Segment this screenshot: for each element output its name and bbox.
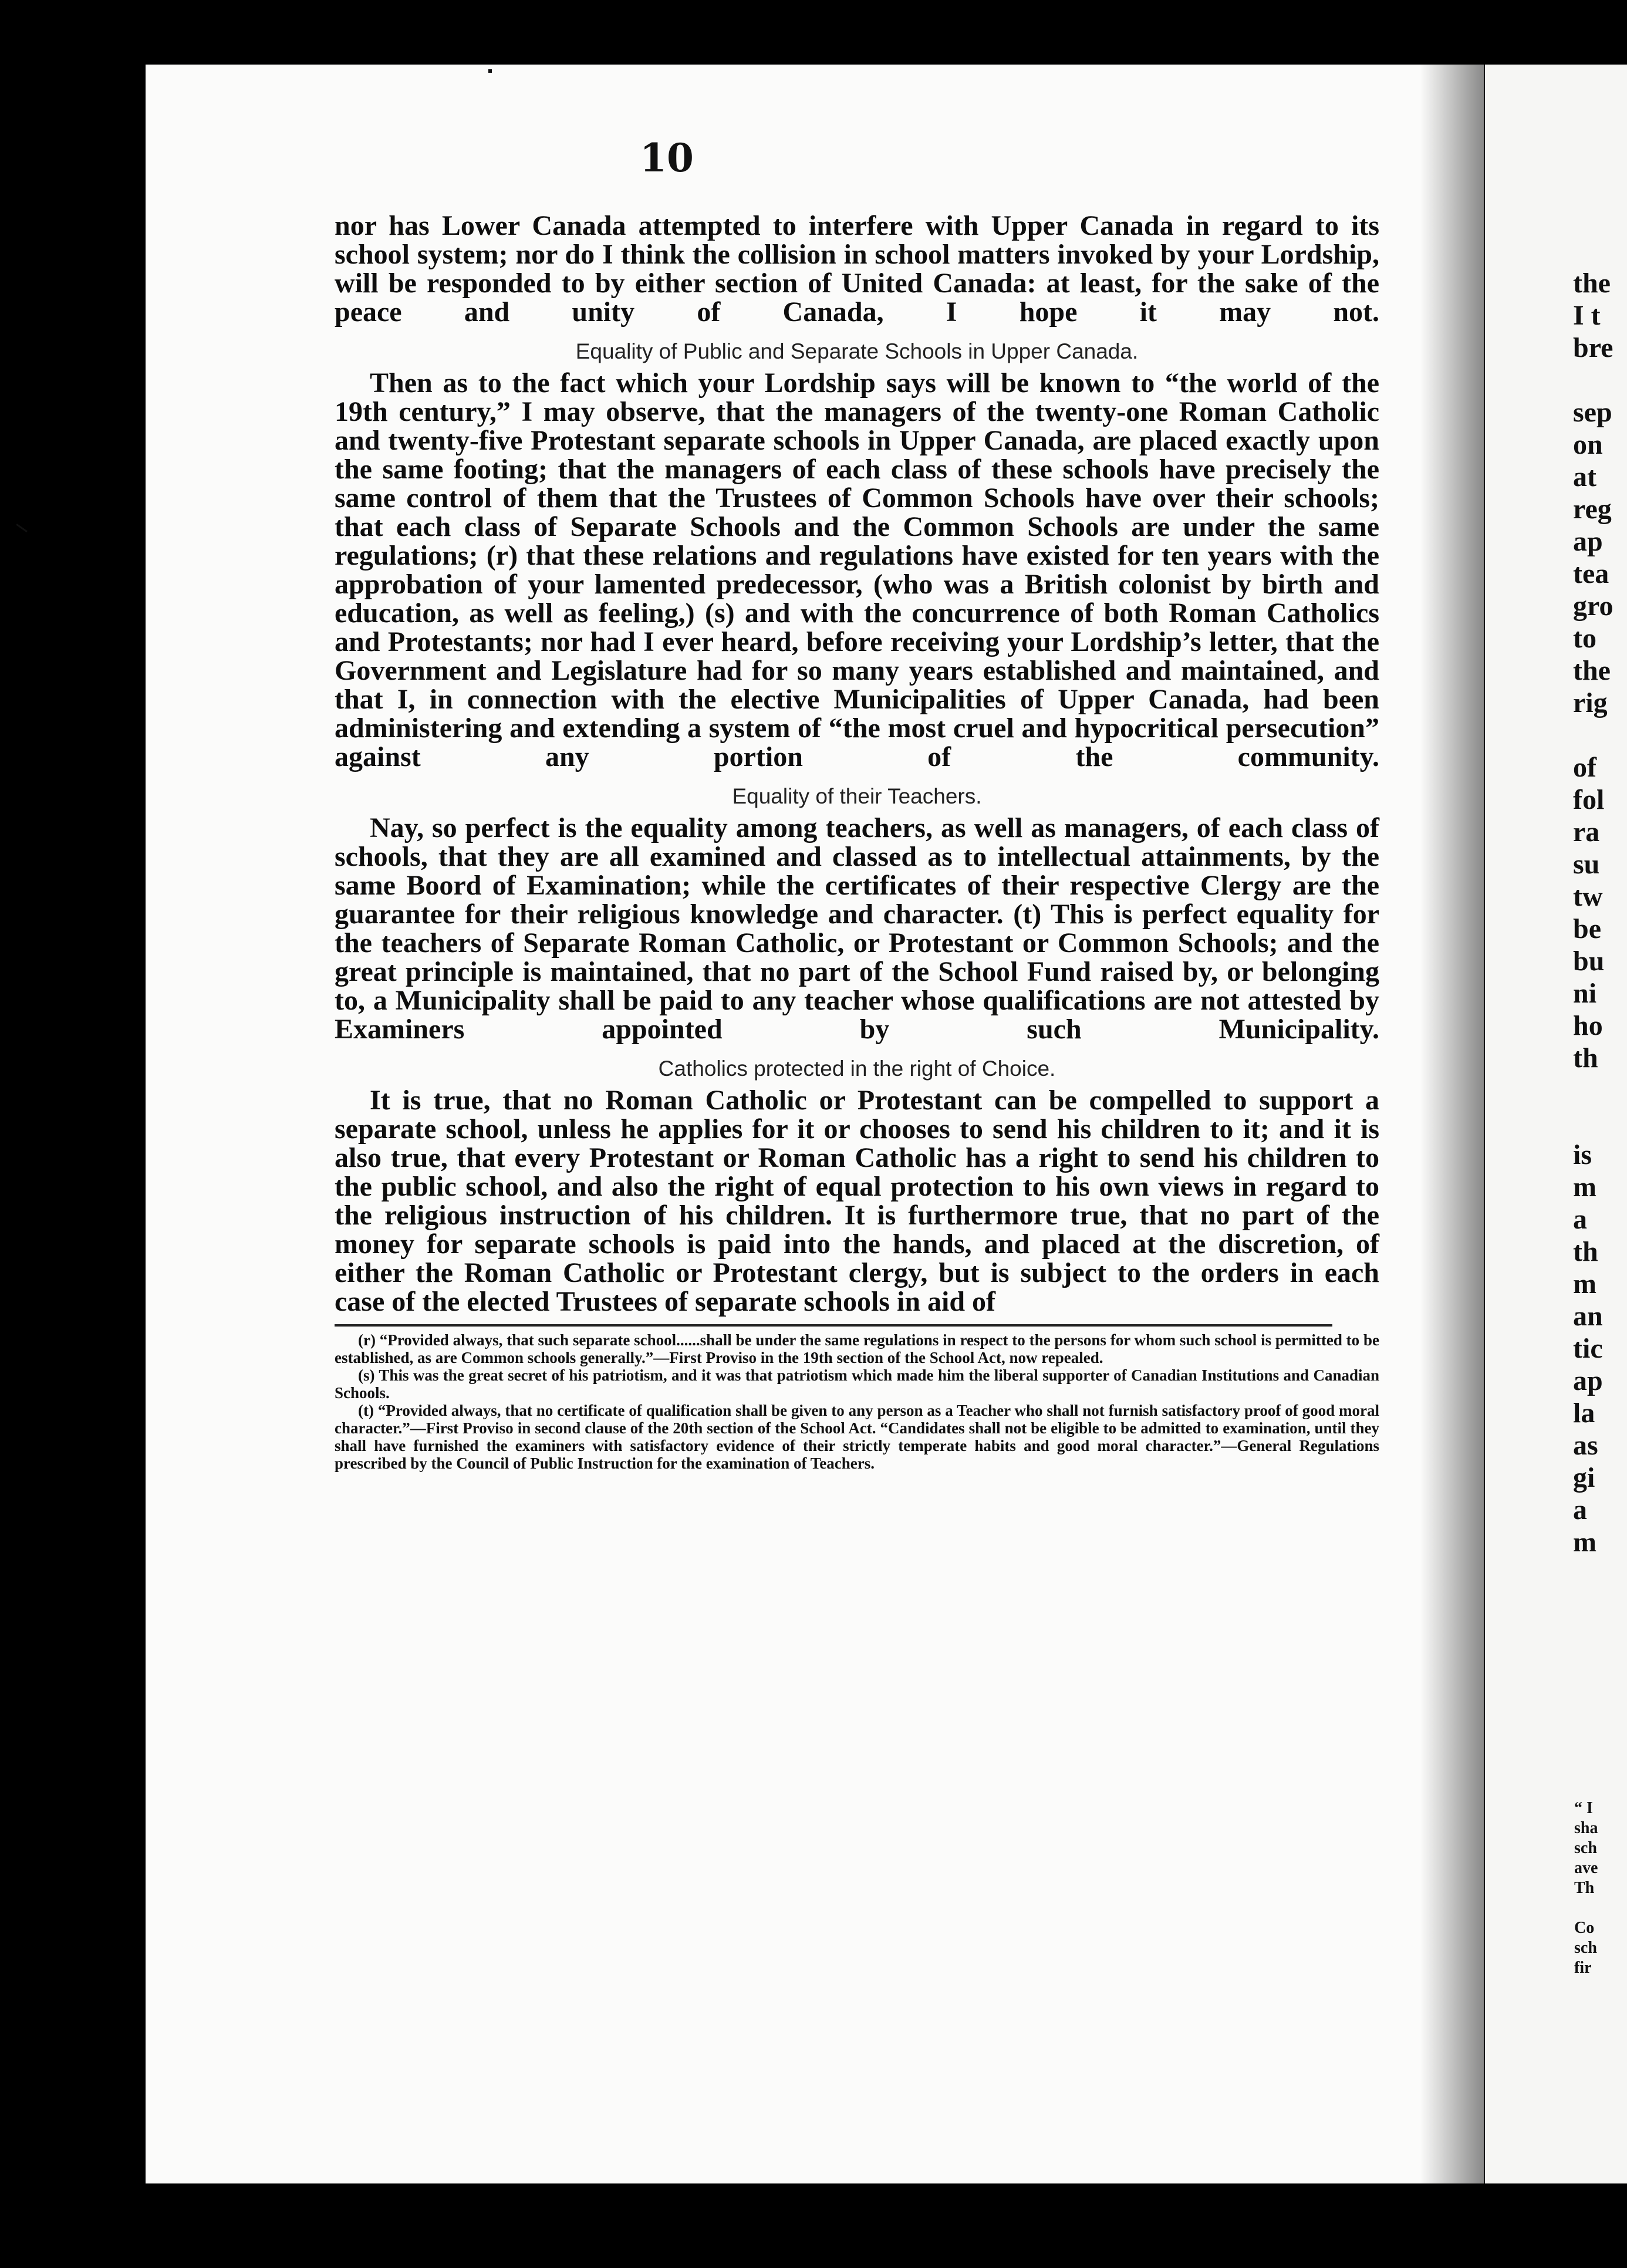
right-page-line: a (1573, 1204, 1587, 1235)
right-page-line: reg (1573, 494, 1612, 525)
right-page-footnote-line: fir (1574, 1959, 1592, 1977)
scan-speck (488, 69, 492, 73)
right-page-line: sep (1573, 397, 1612, 428)
right-page-line: at (1573, 461, 1596, 492)
footnote-r: (r) “Provided always, that such separate school......shall be under the same regulations in respect to the persons for whom such school is permitted to be established, as are Common schools generally.”—First Proviso in the 19th section of the School Act, now repealed. (335, 1331, 1379, 1366)
right-page-line: th (1573, 1236, 1598, 1267)
right-page-line: ap (1573, 526, 1603, 557)
right-page-line: tic (1573, 1333, 1603, 1364)
right-page-line: an (1573, 1301, 1603, 1332)
right-page-line: on (1573, 429, 1603, 460)
right-page-line: of (1573, 752, 1596, 783)
right-page-line: ap (1573, 1365, 1603, 1396)
right-page-line: su (1573, 849, 1600, 880)
right-page-line: ho (1573, 1010, 1603, 1041)
book-spine-shadow (1420, 65, 1485, 2183)
page-text (335, 211, 1379, 1472)
section-heading: Catholics protected in the right of Choice. (658, 1057, 1056, 1081)
right-page-line: tw (1573, 881, 1603, 912)
right-page-footnote-line: “ I (1574, 1799, 1593, 1817)
paragraph-continuation: nor has Lower Canada attempted to interfere with Upper Canada in regard to its school system; nor do I think the collision in school matters invoked by your Lordship, will be responded to by either section of United Canada: at least, for the sake of the peace and unity of Canada, I hope it may not. (335, 210, 1379, 328)
page-number: 10 (640, 135, 694, 181)
right-page-line: to (1573, 623, 1596, 654)
right-page-line: I t (1573, 300, 1601, 331)
right-page-line: is (1573, 1139, 1592, 1170)
right-page (1485, 65, 1627, 2183)
footnote-divider (335, 1324, 1332, 1327)
right-page-footnote-line: ave (1574, 1859, 1598, 1877)
section-heading: Equality of Public and Separate Schools in Upper Canada. (575, 339, 1139, 363)
right-page-line: rig (1573, 687, 1608, 718)
right-page-line: tea (1573, 558, 1609, 589)
right-page-line: ni (1573, 978, 1597, 1009)
right-page-line: m (1573, 1527, 1596, 1558)
right-page-line: gi (1573, 1462, 1595, 1493)
footnote-t: (t) “Provided always, that no certificate of qualification shall be given to any person as a Teacher who shall not furnish satisfactory proof of good moral character.”—First Proviso in second clause of the 20th section of the School Act. “Candidates shall not be eligible to be admitted to examination, until they shall have furnished the examiners with satisfactory evidence of their strictly temperate habits and good moral character.”—General Regulations prescribed by the Council of Public Instruction for the examination of Teachers. (335, 1402, 1379, 1472)
right-page-line: a (1573, 1494, 1587, 1526)
right-page-line: the (1573, 268, 1611, 299)
right-page-line: bu (1573, 946, 1605, 977)
right-page-line: gro (1573, 590, 1614, 622)
right-page-line: as (1573, 1430, 1598, 1461)
right-page-line: th (1573, 1042, 1598, 1074)
right-page-line: m (1573, 1172, 1596, 1203)
right-page-footnote-line: sch (1574, 1939, 1597, 1957)
right-page-line: la (1573, 1398, 1595, 1429)
section-heading: Equality of their Teachers. (732, 784, 982, 808)
right-page-footnote-line: Co (1574, 1919, 1595, 1937)
paragraph-right-of-choice: It is true, that no Roman Catholic or Protestant can be compelled to support a separate school, unless he applies for it or chooses to send his children to it; and it is also true, that every Protestant or Roman Catholic has a right to send his children to the public school, and also the right of equal protection to his own views in regard to the religious instruction of his children. It is furthermore true, that no part of the money for separate schools is paid into the hands, and placed at the discretion, of either the Roman Catholic or Protestant clergy, but is subject to the orders in each case of the elected Trustees of separate schools in aid of (335, 1085, 1379, 1317)
right-page-footnote-line: Th (1574, 1879, 1595, 1897)
right-page-line: the (1573, 655, 1611, 686)
paragraph-equality-schools: Then as to the fact which your Lordship says will be known to “the world of the 19th century,” I may observe, that the managers of the twenty-one Roman Catholic and twenty-five Protestant separate schools in Upper Canada, are placed exactly upon the same footing; that the managers of each class of these schools have precisely the same control of them that the Trustees of Common Schools have over their schools; that each class of Separate Schools and the Common Schools are under the same regulations; (r) that these relations and regulations have existed for ten years with the approbation of your lamented predecessor, (who was a British colonist by birth and education, as well as feeling,) (s) and with the concurrence of both Roman Catholics and Protestants; nor had I ever heard, before receiving your Lordship’s letter, that the Government and Legislature had for so many years established and maintained, and that I, in connection with the elective Municipalities of Upper Canada, had been administering and extending a system of “the most cruel and hypocritical persecution” against any portion of the community. (335, 367, 1379, 772)
right-page-footnote-line: sha (1574, 1819, 1598, 1837)
right-page-line: fol (1573, 784, 1605, 815)
scan-speck (16, 524, 28, 532)
right-page-footnote-line: sch (1574, 1839, 1597, 1857)
footnote-s: (s) This was the great secret of his patriotism, and it was that patriotism which made him the liberal supporter of Canadian Institutions and Canadian Schools. (335, 1366, 1379, 1402)
paragraph-equality-teachers: Nay, so perfect is the equality among teachers, as well as managers, of each class of schools, that they are all examined and classed as to intellectual attainments, by the same Boord of Examination; while the certificates of their respective Clergy are the guarantee for their religious knowledge and character. (t) This is perfect equality for the teachers of Separate Roman Catholic, or Protestant or Common Schools; and the great principle is maintained, that no part of the School Fund raised by, or belonging to, a Municipality shall be paid to any teacher whose qualifications are not attested by Examiners appointed by such Municipality. (335, 812, 1379, 1045)
right-page-line: m (1573, 1268, 1596, 1300)
right-page-line: be (1573, 913, 1601, 944)
right-page-line: ra (1573, 816, 1600, 848)
right-page-line: bre (1573, 332, 1614, 363)
